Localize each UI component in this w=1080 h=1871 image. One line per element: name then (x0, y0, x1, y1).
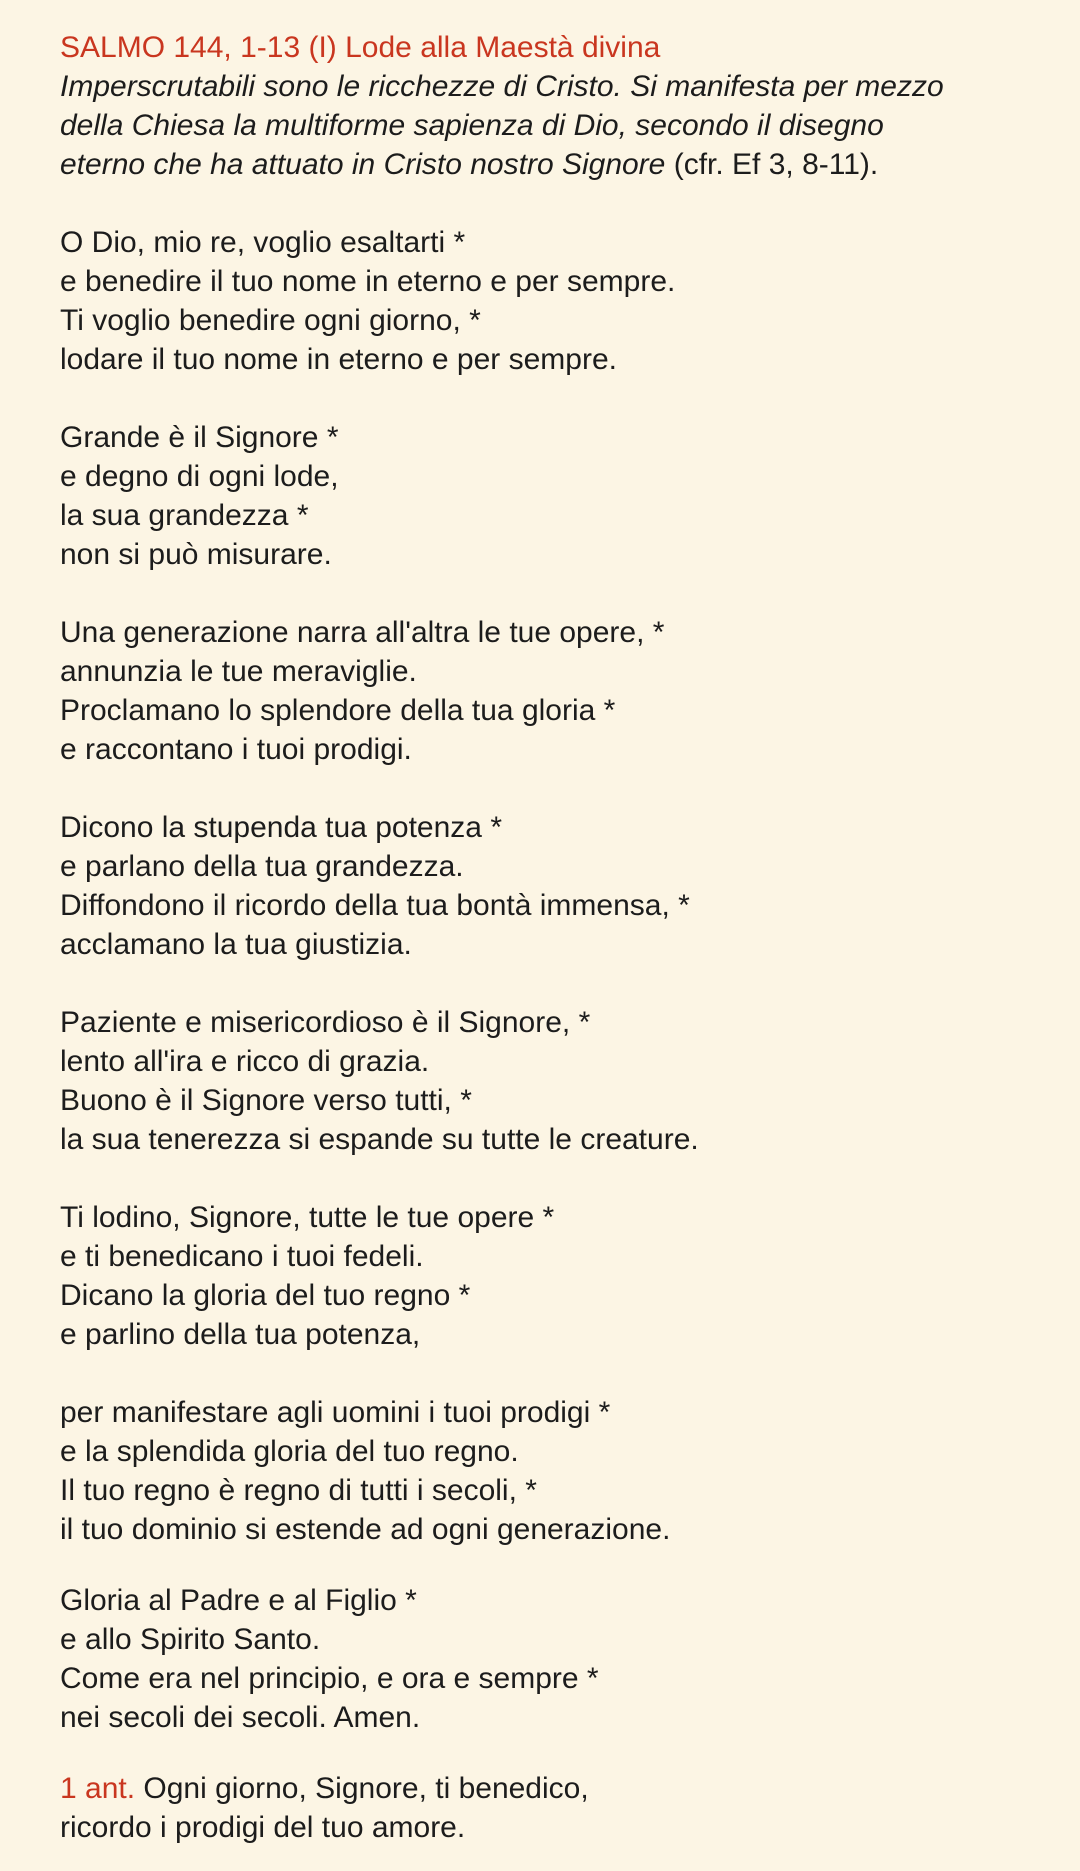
verse-line: lodare il tuo nome in eterno e per sempre. (60, 343, 617, 376)
verse-line: Una generazione narra all'altra le tue opere, * (60, 616, 665, 649)
verse-line: Ti voglio benedire ogni giorno, * (60, 304, 481, 337)
doxology-stanza (60, 1581, 1040, 1737)
verse-line: e parlano della tua grandezza. (60, 850, 464, 883)
intro-reference: (cfr. Ef 3, 8-11). (665, 148, 879, 181)
verse-line: Diffondono il ricordo della tua bontà immensa, * (60, 889, 690, 922)
verse-line: e degno di ogni lode, (60, 460, 339, 493)
verse-line: annunzia le tue meraviglie. (60, 655, 417, 688)
stanza-1 (60, 223, 1040, 379)
antiphon-text-1: Ogni giorno, Signore, ti benedico, (135, 1772, 589, 1805)
verse-line: lento all'ira e ricco di grazia. (60, 1045, 430, 1078)
verse-line: Paziente e misericordioso è il Signore, * (60, 1006, 591, 1039)
verse-line: e parlino della tua potenza, (60, 1318, 421, 1351)
stanza-7 (60, 1393, 1040, 1549)
verse-line: O Dio, mio re, voglio esaltarti * (60, 226, 466, 259)
verse-line: e la splendida gloria del tuo regno. (60, 1435, 519, 1468)
intro-line-3-italic: eterno che ha attuato in Cristo nostro Signore (60, 148, 666, 181)
verse-line: Buono è il Signore verso tutti, * (60, 1084, 472, 1117)
verse-line: Come era nel principio, e ora e sempre * (60, 1662, 599, 1695)
verse-line: Dicano la gloria del tuo regno * (60, 1279, 471, 1312)
antiphon-line-2: ricordo i prodigi del tuo amore. (60, 1811, 466, 1844)
stanza-6 (60, 1198, 1040, 1354)
verse-line: la sua tenerezza si espande su tutte le creature. (60, 1123, 699, 1156)
antiphon (60, 1769, 1040, 1847)
verse-line: Proclamano lo splendore della tua gloria * (60, 694, 616, 727)
intro-line-2: della Chiesa la multiforme sapienza di Dio, secondo il disegno (60, 109, 884, 142)
stanza-3 (60, 613, 1040, 769)
antiphon-line-1 (60, 1769, 1040, 1808)
verse-line: e raccontano i tuoi prodigi. (60, 733, 412, 766)
verse-line: nei secoli dei secoli. Amen. (60, 1701, 421, 1734)
intro-line-3 (60, 145, 1040, 184)
psalm-title: SALMO 144, 1-13 (I) Lode alla Maestà divina (60, 31, 661, 64)
verse-line: Dicono la stupenda tua potenza * (60, 811, 502, 844)
verse-line: Il tuo regno è regno di tutti i secoli, * (60, 1474, 537, 1507)
verse-line: la sua grandezza * (60, 499, 309, 532)
stanza-5 (60, 1003, 1040, 1159)
verse-line: e ti benedicano i tuoi fedeli. (60, 1240, 424, 1273)
antiphon-label: 1 ant. (60, 1772, 136, 1805)
verse-line: acclamano la tua giustizia. (60, 928, 412, 961)
verse-line: per manifestare agli uomini i tuoi prodigi * (60, 1396, 611, 1429)
verse-line: il tuo dominio si estende ad ogni generazione. (60, 1513, 671, 1546)
intro-line-1: Imperscrutabili sono le ricchezze di Cristo. Si manifesta per mezzo (60, 70, 944, 103)
verse-line: e allo Spirito Santo. (60, 1623, 321, 1656)
stanza-2 (60, 418, 1040, 574)
verse-line: Grande è il Signore * (60, 421, 339, 454)
verse-line: non si può misurare. (60, 538, 332, 571)
verse-line: Gloria al Padre e al Figlio * (60, 1584, 417, 1617)
stanza-4 (60, 808, 1040, 964)
verse-line: Ti lodino, Signore, tutte le tue opere * (60, 1201, 555, 1234)
verse-line: e benedire il tuo nome in eterno e per sempre. (60, 265, 676, 298)
